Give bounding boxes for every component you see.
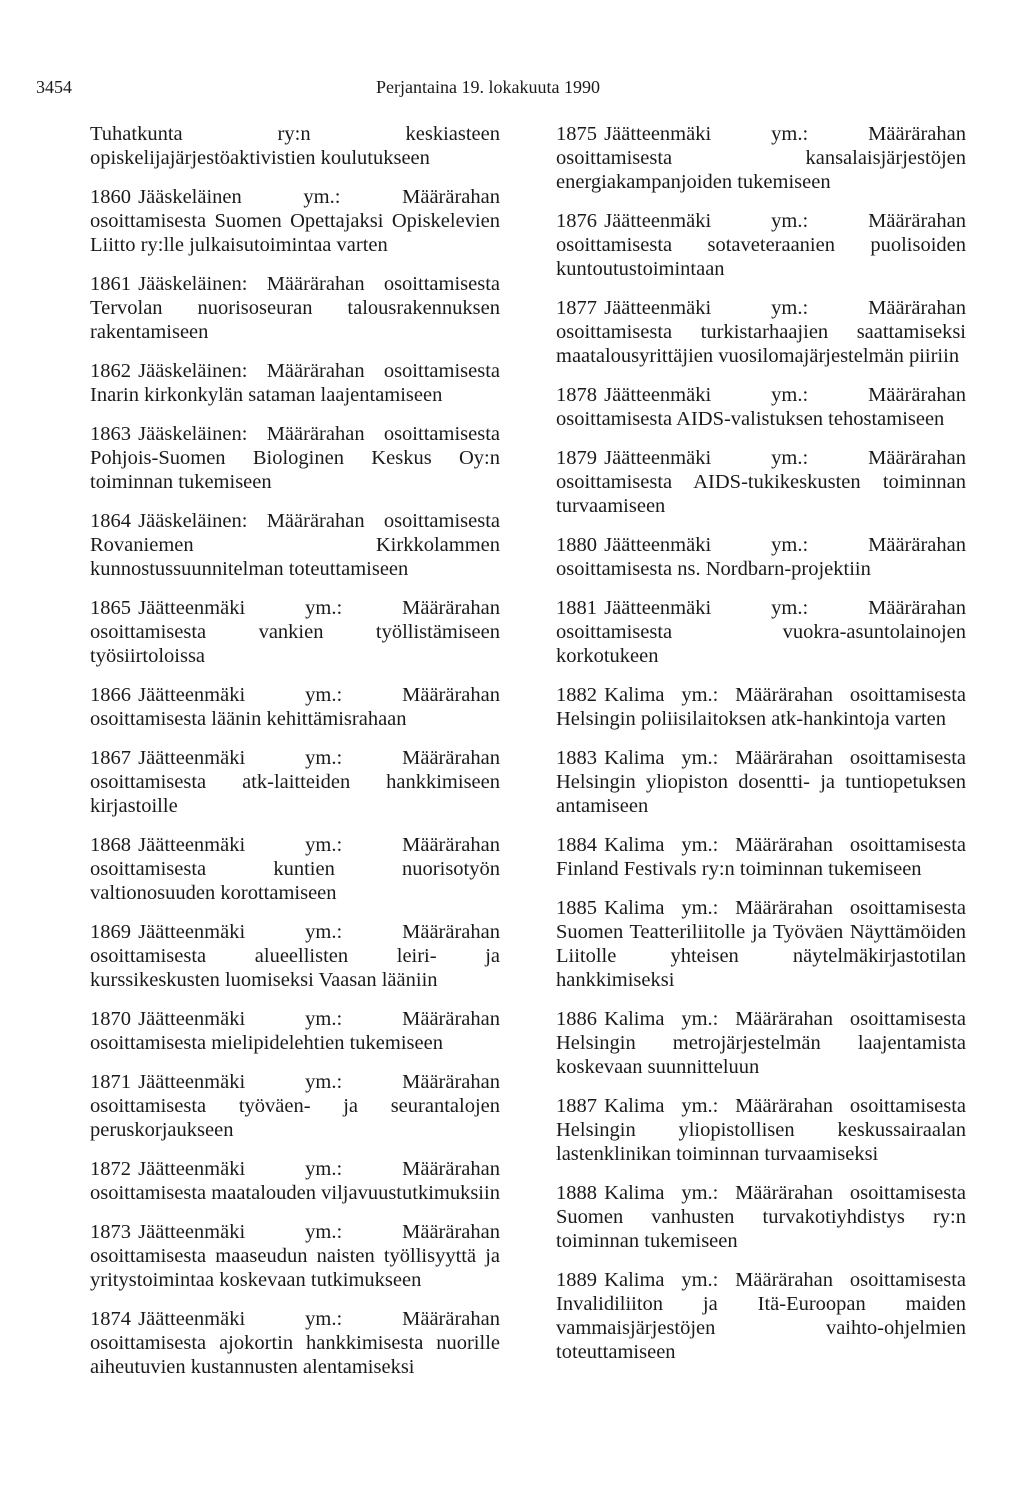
- entry-text: Tuhatkunta ry:n keskiasteen opiskelijajärjestöaktivistien koulutukseen: [90, 123, 500, 169]
- entry-text: Jäätteenmäki ym.: Määrärahan osoittamisesta vuokra-asuntolainojen korkotukeen: [556, 597, 966, 667]
- entry-number: 1862: [90, 360, 131, 382]
- entry-text: Jäätteenmäki ym.: Määrärahan osoittamisesta vankien työllistämiseen työsiirtoloissa: [90, 597, 500, 667]
- entry-text: Kalima ym.: Määrärahan osoittamisesta Finland Festivals ry:n toiminnan tukemiseen: [556, 834, 966, 880]
- entry-number: 1873: [90, 1221, 131, 1243]
- entry-text: Kalima ym.: Määrärahan osoittamisesta Helsingin metrojärjestelmän laajentamista koskevaan suunnitteluun: [556, 1008, 966, 1078]
- entry-number: 1861: [90, 273, 131, 295]
- entry-text: Jäätteenmäki ym.: Määrärahan osoittamisesta alueellisten leiri- ja kurssikeskusten luomiseksi Vaasan lääniin: [90, 921, 500, 991]
- entry-text: Jääskeläinen: Määrärahan osoittamisesta Pohjois-Suomen Biologinen Keskus Oy:n toiminnan tukemiseen: [90, 423, 500, 493]
- list-item: [556, 833, 966, 881]
- list-item: [556, 1268, 966, 1364]
- entry-text: Jäätteenmäki ym.: Määrärahan osoittamisesta kuntien nuorisotyön valtionosuuden korottamiseen: [90, 834, 500, 904]
- list-item: [556, 122, 966, 194]
- entry-number: 1865: [90, 597, 131, 619]
- entry-number: 1866: [90, 684, 131, 706]
- entry-text: Kalima ym.: Määrärahan osoittamisesta Suomen vanhusten turvakotiyhdistys ry:n toiminnan tukemiseen: [556, 1182, 966, 1252]
- entry-text: Jääskeläinen: Määrärahan osoittamisesta Rovaniemen Kirkkolammen kunnostussuunnitelman toteuttamiseen: [90, 510, 500, 580]
- entry-text: Jäätteenmäki ym.: Määrärahan osoittamisesta kansalaisjärjestöjen energiakampanjoiden tukemiseen: [556, 123, 966, 193]
- list-item: [556, 383, 966, 431]
- list-item: [90, 1070, 500, 1142]
- entry-text: Jäätteenmäki ym.: Määrärahan osoittamisesta läänin kehittämisrahaan: [90, 684, 500, 730]
- list-item: [90, 683, 500, 731]
- entry-text: Jäätteenmäki ym.: Määrärahan osoittamisesta AIDS-tukikeskusten toiminnan turvaamiseen: [556, 447, 966, 517]
- page-header: [36, 72, 976, 102]
- list-item: [90, 596, 500, 668]
- list-item: [556, 533, 966, 581]
- entry-text: Kalima ym.: Määrärahan osoittamisesta Helsingin poliisilaitoksen atk-hankintoja varten: [556, 684, 966, 730]
- list-item: [90, 833, 500, 905]
- entry-text: Jäätteenmäki ym.: Määrärahan osoittamisesta maaseudun naisten työllisyyttä ja yritystoimintaa koskevaan tutkimukseen: [90, 1221, 500, 1291]
- list-item: [90, 1220, 500, 1292]
- entry-text: Jääskeläinen: Määrärahan osoittamisesta Inarin kirkonkylän sataman laajentamiseen: [90, 360, 500, 406]
- entry-number: 1887: [556, 1095, 597, 1117]
- entry-text: Kalima ym.: Määrärahan osoittamisesta Invalidiliiton ja Itä-Euroopan maiden vammaisjärjestöjen vaihto-ohjelmien toteuttamiseen: [556, 1269, 966, 1363]
- list-item: [90, 422, 500, 494]
- entry-text: Jäätteenmäki ym.: Määrärahan osoittamisesta mielipidelehtien tukemiseen: [90, 1008, 500, 1054]
- entry-number: 1867: [90, 747, 131, 769]
- list-item: [556, 296, 966, 368]
- entry-text: Jäätteenmäki ym.: Määrärahan osoittamisesta turkistarhaajien saattamiseksi maatalousyrittäjien vuosilomajärjestelmän piiriin: [556, 297, 966, 367]
- entry-text: Jääskeläinen: Määrärahan osoittamisesta Tervolan nuorisoseuran talousrakennuksen rakentamiseen: [90, 273, 500, 343]
- entry-number: 1874: [90, 1308, 131, 1330]
- entry-number: 1882: [556, 684, 597, 706]
- list-item: [90, 359, 500, 407]
- entry-number: 1869: [90, 921, 131, 943]
- running-title: Perjantaina 19. lokakuuta 1990: [376, 77, 600, 97]
- entry-number: 1880: [556, 534, 597, 556]
- entry-text: Jäätteenmäki ym.: Määrärahan osoittamisesta atk-laitteiden hankkimiseen kirjastoille: [90, 747, 500, 817]
- list-item: [90, 1007, 500, 1055]
- list-item: [556, 209, 966, 281]
- entry-number: 1885: [556, 897, 597, 919]
- list-item: [90, 1307, 500, 1379]
- list-item: [556, 446, 966, 518]
- list-item: [556, 1181, 966, 1253]
- entry-number: 1878: [556, 384, 597, 406]
- list-item: [556, 596, 966, 668]
- entry-text: Jääskeläinen ym.: Määrärahan osoittamisesta Suomen Opettajaksi Opiskelevien Liitto ry:lle julkaisutoimintaa varten: [90, 186, 500, 256]
- right-column: [556, 122, 966, 1379]
- entry-number: 1875: [556, 123, 597, 145]
- list-item: [90, 509, 500, 581]
- entry-number: 1881: [556, 597, 597, 619]
- entry-number: 1868: [90, 834, 131, 856]
- list-item: [556, 896, 966, 992]
- entry-number: 1876: [556, 210, 597, 232]
- page-number: 3454: [36, 77, 72, 97]
- entry-text: Jäätteenmäki ym.: Määrärahan osoittamisesta ns. Nordbarn-projektiin: [556, 534, 966, 580]
- entry-number: 1879: [556, 447, 597, 469]
- list-item: [90, 746, 500, 818]
- entry-text: Jäätteenmäki ym.: Määrärahan osoittamisesta työväen- ja seurantalojen peruskorjaukseen: [90, 1071, 500, 1141]
- entry-number: 1860: [90, 186, 131, 208]
- entry-number: 1864: [90, 510, 131, 532]
- entry-number: 1884: [556, 834, 597, 856]
- list-item: [90, 920, 500, 992]
- entry-number: 1871: [90, 1071, 131, 1093]
- list-item: [556, 1094, 966, 1166]
- list-item: [556, 746, 966, 818]
- list-item: [90, 122, 500, 170]
- list-item: [556, 683, 966, 731]
- entry-number: 1872: [90, 1158, 131, 1180]
- entry-text: Jäätteenmäki ym.: Määrärahan osoittamisesta ajokortin hankkimisesta nuorille aiheutuvien kustannusten alentamiseksi: [90, 1308, 500, 1378]
- entry-number: 1883: [556, 747, 597, 769]
- list-item: [90, 1157, 500, 1205]
- entry-number: 1877: [556, 297, 597, 319]
- left-column: [90, 122, 500, 1394]
- list-item: [90, 272, 500, 344]
- entry-number: 1886: [556, 1008, 597, 1030]
- entry-text: Kalima ym.: Määrärahan osoittamisesta Suomen Teatteriliitolle ja Työväen Näyttämöiden Liitolle yhteisen näytelmäkirjastotilan hankkimiseksi: [556, 897, 966, 991]
- list-item: [90, 185, 500, 257]
- entry-number: 1870: [90, 1008, 131, 1030]
- entry-text: Jäätteenmäki ym.: Määrärahan osoittamisesta sotaveteraanien puolisoiden kuntoutustoimintaan: [556, 210, 966, 280]
- entry-text: Kalima ym.: Määrärahan osoittamisesta Helsingin yliopistollisen keskussairaalan lastenklinikan toiminnan turvaamiseksi: [556, 1095, 966, 1165]
- list-item: [556, 1007, 966, 1079]
- entry-text: Kalima ym.: Määrärahan osoittamisesta Helsingin yliopiston dosentti- ja tuntiopetuksen antamiseen: [556, 747, 966, 817]
- entry-text: Jäätteenmäki ym.: Määrärahan osoittamisesta maatalouden viljavuustutkimuksiin: [90, 1158, 500, 1204]
- entry-number: 1888: [556, 1182, 597, 1204]
- entry-number: 1863: [90, 423, 131, 445]
- entry-number: 1889: [556, 1269, 597, 1291]
- entry-text: Jäätteenmäki ym.: Määrärahan osoittamisesta AIDS-valistuksen tehostamiseen: [556, 384, 966, 430]
